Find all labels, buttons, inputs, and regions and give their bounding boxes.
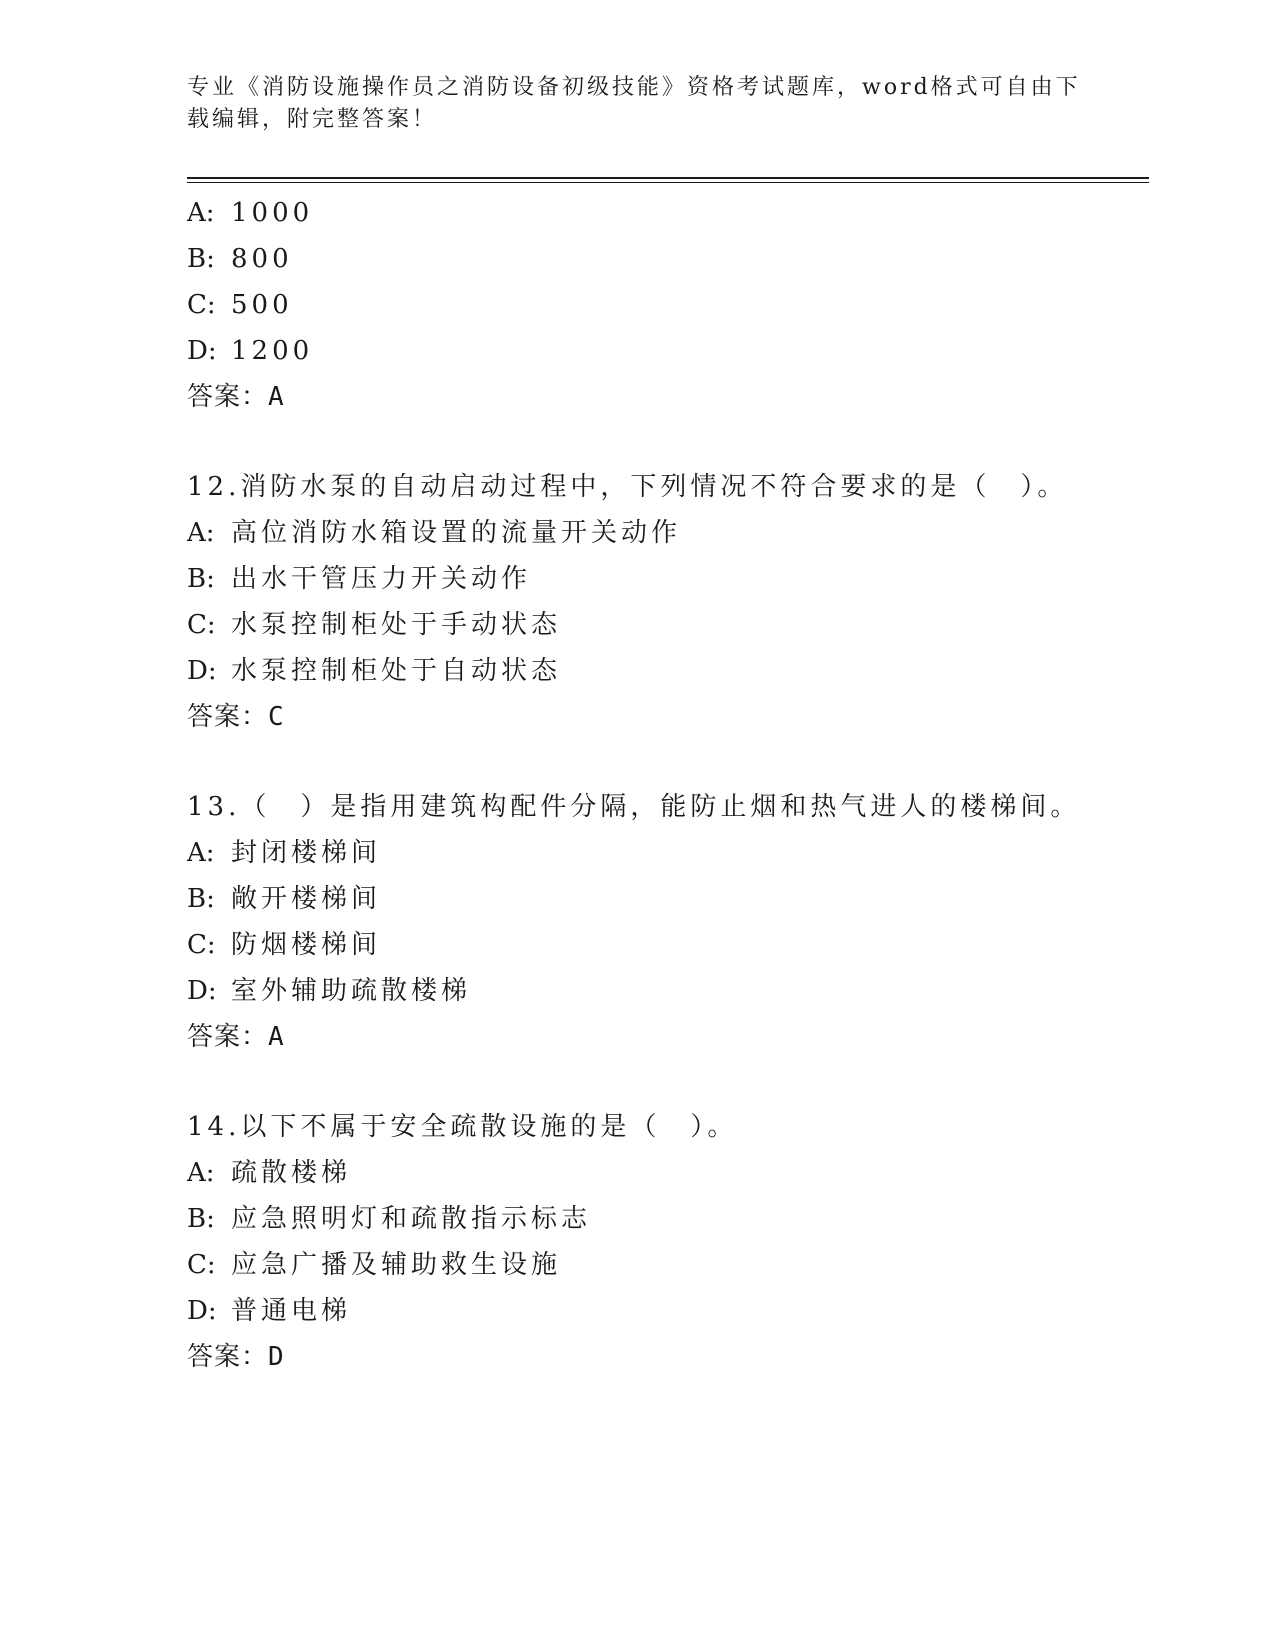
question-12 <box>187 464 1147 740</box>
answer-value: A <box>268 1022 285 1052</box>
option-prefix: D: <box>187 656 217 686</box>
option-text: 应急照明灯和疏散指示标志 <box>231 1204 592 1234</box>
answer-line <box>187 1014 1147 1060</box>
option-text: 应急广播及辅助救生设施 <box>231 1250 562 1280</box>
option-text: 疏散楼梯 <box>231 1158 352 1188</box>
option-text: 高位消防水箱设置的流量开关动作 <box>231 518 682 548</box>
option-prefix: D: <box>187 1296 217 1326</box>
question-11-continued <box>187 190 1147 420</box>
option-prefix: C: <box>187 610 216 640</box>
option-prefix: C: <box>187 290 216 320</box>
option-text: 水泵控制柜处于手动状态 <box>231 610 562 640</box>
option-text: 水泵控制柜处于自动状态 <box>231 656 562 686</box>
page-header: 专业《消防设施操作员之消防设备初级技能》资格考试题库，word格式可自由下载编辑，附完整答案！ <box>187 75 1081 132</box>
option-prefix: A: <box>187 1158 215 1188</box>
option-c <box>187 1242 1147 1288</box>
question-stem: 12.消防水泵的自动启动过程中，下列情况不符合要求的是（ ）。 <box>187 472 1068 502</box>
option-a <box>187 190 1147 236</box>
option-prefix: D: <box>187 336 217 366</box>
option-prefix: C: <box>187 1250 216 1280</box>
option-b <box>187 556 1147 602</box>
option-prefix: A: <box>187 838 215 868</box>
answer-line <box>187 694 1147 740</box>
option-text: 普通电梯 <box>231 1296 352 1326</box>
header-rule <box>187 177 1149 179</box>
option-prefix: B: <box>187 564 215 594</box>
answer-value: A <box>268 382 285 412</box>
answer-label: 答案： <box>187 702 269 732</box>
option-c <box>187 282 1147 328</box>
option-prefix: A: <box>187 518 215 548</box>
option-d <box>187 1288 1147 1334</box>
option-b <box>187 1196 1147 1242</box>
question-list <box>187 190 1147 1380</box>
option-text: 封闭楼梯间 <box>231 838 382 868</box>
answer-value: D <box>268 1342 285 1372</box>
option-prefix: C: <box>187 930 216 960</box>
option-b <box>187 236 1147 282</box>
answer-label: 答案： <box>187 1342 269 1372</box>
option-c <box>187 602 1147 648</box>
option-text: 敞开楼梯间 <box>231 884 382 914</box>
option-text: 室外辅助疏散楼梯 <box>231 976 472 1006</box>
option-a <box>187 830 1147 876</box>
option-text: 1000 <box>231 198 314 228</box>
option-prefix: A: <box>187 198 215 228</box>
option-d <box>187 328 1147 374</box>
option-prefix: B: <box>187 884 215 914</box>
option-text: 出水干管压力开关动作 <box>231 564 532 594</box>
option-text: 1200 <box>231 336 314 366</box>
option-d <box>187 648 1147 694</box>
question-14 <box>187 1104 1147 1380</box>
header-rule-secondary <box>187 182 1149 183</box>
answer-line <box>187 374 1147 420</box>
option-prefix: B: <box>187 1204 215 1234</box>
answer-line <box>187 1334 1147 1380</box>
option-d <box>187 968 1147 1014</box>
option-c <box>187 922 1147 968</box>
option-b <box>187 876 1147 922</box>
question-stem: 13.（ ）是指用建筑构配件分隔，能防止烟和热气进人的楼梯间。 <box>187 792 1081 822</box>
option-text: 防烟楼梯间 <box>231 930 382 960</box>
answer-label: 答案： <box>187 382 269 412</box>
option-prefix: D: <box>187 976 217 1006</box>
option-text: 800 <box>231 244 293 274</box>
answer-label: 答案： <box>187 1022 269 1052</box>
option-a <box>187 510 1147 556</box>
option-text: 500 <box>231 290 293 320</box>
option-a <box>187 1150 1147 1196</box>
question-stem: 14.以下不属于安全疏散设施的是（ ）。 <box>187 1112 738 1142</box>
answer-value: C <box>268 702 285 732</box>
option-prefix: B: <box>187 244 215 274</box>
question-13 <box>187 784 1147 1060</box>
